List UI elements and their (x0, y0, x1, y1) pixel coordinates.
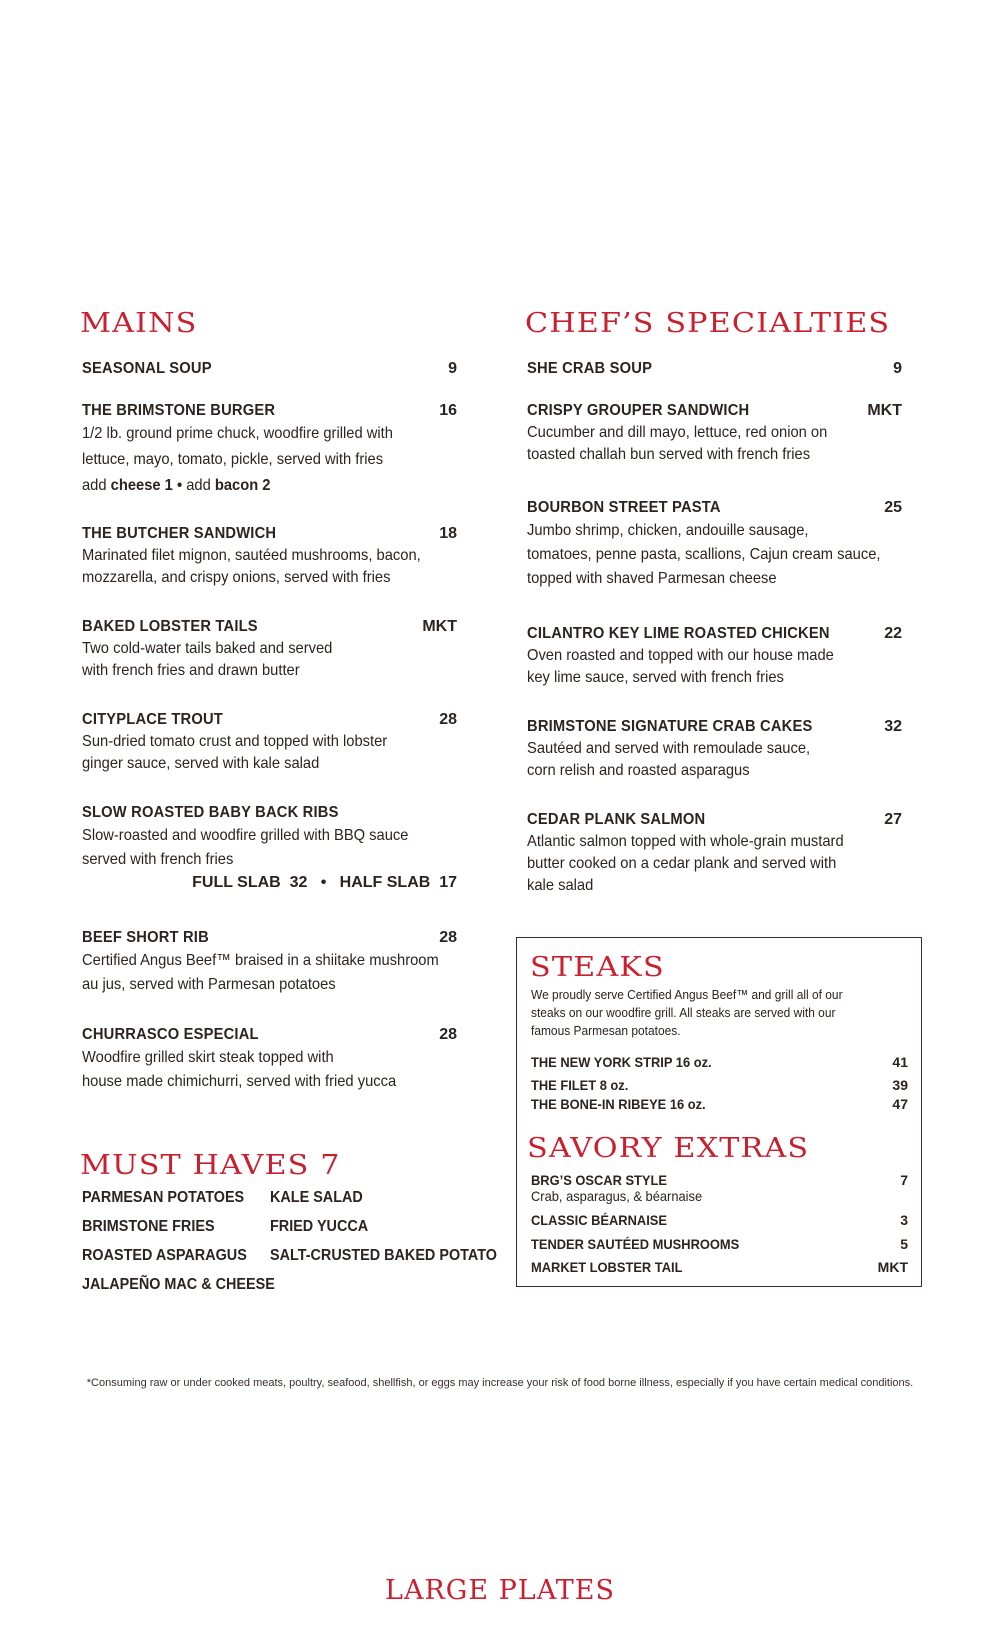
item-description: Two cold-water tails baked and served (82, 640, 333, 657)
steaks-box (516, 937, 922, 1287)
item-price: 9 (448, 360, 457, 377)
must-haves-list (82, 1188, 497, 1294)
item-name: BAKED LOBSTER TAILS (82, 618, 258, 635)
steak-item (531, 1096, 908, 1112)
item-description: topped with shaved Parmesan cheese (527, 570, 777, 587)
extra-price: 3 (900, 1212, 908, 1228)
item-description: Certified Angus Beef™ braised in a shiitake mushroom (82, 952, 439, 969)
steak-name: THE BONE-IN RIBEYE 16 oz. (531, 1096, 706, 1112)
extra-price: 5 (900, 1236, 908, 1252)
item-description: Atlantic salmon topped with whole-grain mustard (527, 833, 844, 850)
item-price: 27 (884, 811, 902, 828)
item-name: SEASONAL SOUP (82, 360, 212, 377)
item-description: Cucumber and dill mayo, lettuce, red onion on (527, 424, 828, 441)
steak-item (531, 1054, 908, 1070)
item-description: served with french fries (82, 851, 234, 868)
item-price: 25 (884, 499, 902, 516)
extra-item (531, 1259, 908, 1275)
steaks-intro-line: steaks on our woodfire grill. All steaks are served with our (531, 1005, 836, 1020)
must-have-item: ROASTED ASPARAGUS (82, 1247, 247, 1264)
extra-name: CLASSIC BÉARNAISE (531, 1212, 667, 1228)
extra-item (531, 1172, 908, 1188)
item-name: BRIMSTONE SIGNATURE CRAB CAKES (527, 718, 813, 735)
menu-item (527, 718, 902, 782)
ribs-slab-prices: FULL SLAB 32 • HALF SLAB 17 (192, 874, 457, 891)
item-description: Oven roasted and topped with our house made (527, 647, 834, 664)
item-description: 1/2 lb. ground prime chuck, woodfire grilled with (82, 425, 393, 442)
menu-item (527, 811, 902, 897)
item-price: MKT (422, 618, 457, 635)
item-name: CRISPY GROUPER SANDWICH (527, 402, 750, 419)
steak-price: 39 (892, 1077, 908, 1093)
menu-item (82, 360, 457, 378)
item-description: au jus, served with Parmesan potatoes (82, 976, 336, 993)
menu-item (527, 402, 902, 466)
item-description: Woodfire grilled skirt steak topped with (82, 1049, 334, 1066)
large-plates-title: LARGE PLATES (385, 1575, 615, 1606)
item-description: Jumbo shrimp, chicken, andouille sausage, (527, 522, 809, 539)
item-description: toasted challah bun served with french fries (527, 446, 811, 463)
steaks-title: STEAKS (530, 952, 665, 983)
item-name: CILANTRO KEY LIME ROASTED CHICKEN (527, 625, 830, 642)
steaks-intro-line: famous Parmesan potatoes. (531, 1023, 681, 1038)
extra-item (531, 1236, 908, 1252)
menu-item (527, 360, 902, 378)
extra-description: Crab, asparagus, & béarnaise (531, 1188, 703, 1204)
menu-item (82, 804, 457, 892)
item-description: kale salad (527, 877, 594, 894)
menu-item (527, 499, 902, 591)
item-description: Sautéed and served with remoulade sauce, (527, 740, 811, 757)
item-description: Sun-dried tomato crust and topped with lobster (82, 733, 388, 750)
must-have-item: JALAPEÑO MAC & CHEESE (82, 1276, 275, 1293)
must-have-item: KALE SALAD (270, 1189, 363, 1206)
item-name: CEDAR PLANK SALMON (527, 811, 706, 828)
item-price: 32 (884, 718, 902, 735)
item-description: Marinated filet mignon, sautéed mushrooms, bacon, (82, 547, 421, 564)
item-name: THE BRIMSTONE BURGER (82, 402, 276, 419)
item-name: BOURBON STREET PASTA (527, 499, 721, 516)
menu-item (82, 525, 457, 589)
must-have-item: SALT-CRUSTED BAKED POTATO (270, 1247, 497, 1264)
extras-title: SAVORY EXTRAS (527, 1133, 810, 1164)
extra-name: TENDER SAUTÉED MUSHROOMS (531, 1236, 740, 1252)
steak-name: THE FILET 8 oz. (531, 1077, 629, 1093)
menu-item (82, 711, 457, 775)
item-price: 28 (439, 711, 457, 728)
menu-item (527, 625, 902, 689)
steak-name: THE NEW YORK STRIP 16 oz. (531, 1054, 712, 1070)
item-description: ginger sauce, served with kale salad (82, 755, 320, 772)
extra-name: MARKET LOBSTER TAIL (531, 1259, 683, 1275)
menu-item (82, 402, 457, 498)
must-haves-title: MUST HAVES 7 (80, 1150, 341, 1181)
extra-name: BRG’S OSCAR STYLE (531, 1172, 667, 1188)
item-description: tomatoes, penne pasta, scallions, Cajun cream sauce, (527, 546, 881, 563)
item-price: 28 (439, 929, 457, 946)
item-name: THE BUTCHER SANDWICH (82, 525, 277, 542)
steak-price: 41 (892, 1054, 908, 1070)
steaks-intro (531, 986, 862, 1040)
must-have-item: BRIMSTONE FRIES (82, 1218, 215, 1235)
item-description: mozzarella, and crispy onions, served with fries (82, 569, 391, 586)
item-description: with french fries and drawn butter (82, 662, 300, 679)
item-addons: add cheese 1 • add bacon 2 (82, 477, 271, 494)
item-price: MKT (867, 402, 902, 419)
item-name: SLOW ROASTED BABY BACK RIBS (82, 804, 339, 821)
item-name: BEEF SHORT RIB (82, 929, 209, 946)
steak-price: 47 (892, 1096, 908, 1112)
steak-item (531, 1077, 908, 1093)
steaks-intro-line: We proudly serve Certified Angus Beef™ and grill all of our (531, 987, 843, 1002)
item-description: lettuce, mayo, tomato, pickle, served with fries (82, 451, 384, 468)
item-price: 9 (893, 360, 902, 377)
extra-price: MKT (877, 1259, 908, 1275)
item-price: 28 (439, 1026, 457, 1043)
item-price: 16 (439, 402, 457, 419)
menu-item (82, 618, 457, 682)
item-description: Slow-roasted and woodfire grilled with BBQ sauce (82, 827, 409, 844)
item-description: corn relish and roasted asparagus (527, 762, 750, 779)
extra-item (531, 1212, 908, 1228)
item-description: house made chimichurri, served with fried yucca (82, 1073, 397, 1090)
menu-item (82, 929, 457, 997)
menu-item (82, 1026, 457, 1094)
item-price: 22 (884, 625, 902, 642)
specialties-title: CHEF’S SPECIALTIES (525, 308, 891, 339)
item-description: key lime sauce, served with french fries (527, 669, 784, 686)
footnote: *Consuming raw or under cooked meats, poultry, seafood, shellfish, or eggs may increase your risk of food borne illness, especially if you have certain medical conditions. (86, 1377, 914, 1389)
item-description: butter cooked on a cedar plank and served with (527, 855, 837, 872)
extra-price: 7 (900, 1172, 908, 1188)
mains-title: MAINS (80, 308, 198, 339)
item-name: CITYPLACE TROUT (82, 711, 223, 728)
must-have-item: PARMESAN POTATOES (82, 1189, 245, 1206)
item-name: SHE CRAB SOUP (527, 360, 653, 377)
item-price: 18 (439, 525, 457, 542)
item-name: CHURRASCO ESPECIAL (82, 1026, 259, 1043)
must-have-item: FRIED YUCCA (270, 1218, 369, 1235)
